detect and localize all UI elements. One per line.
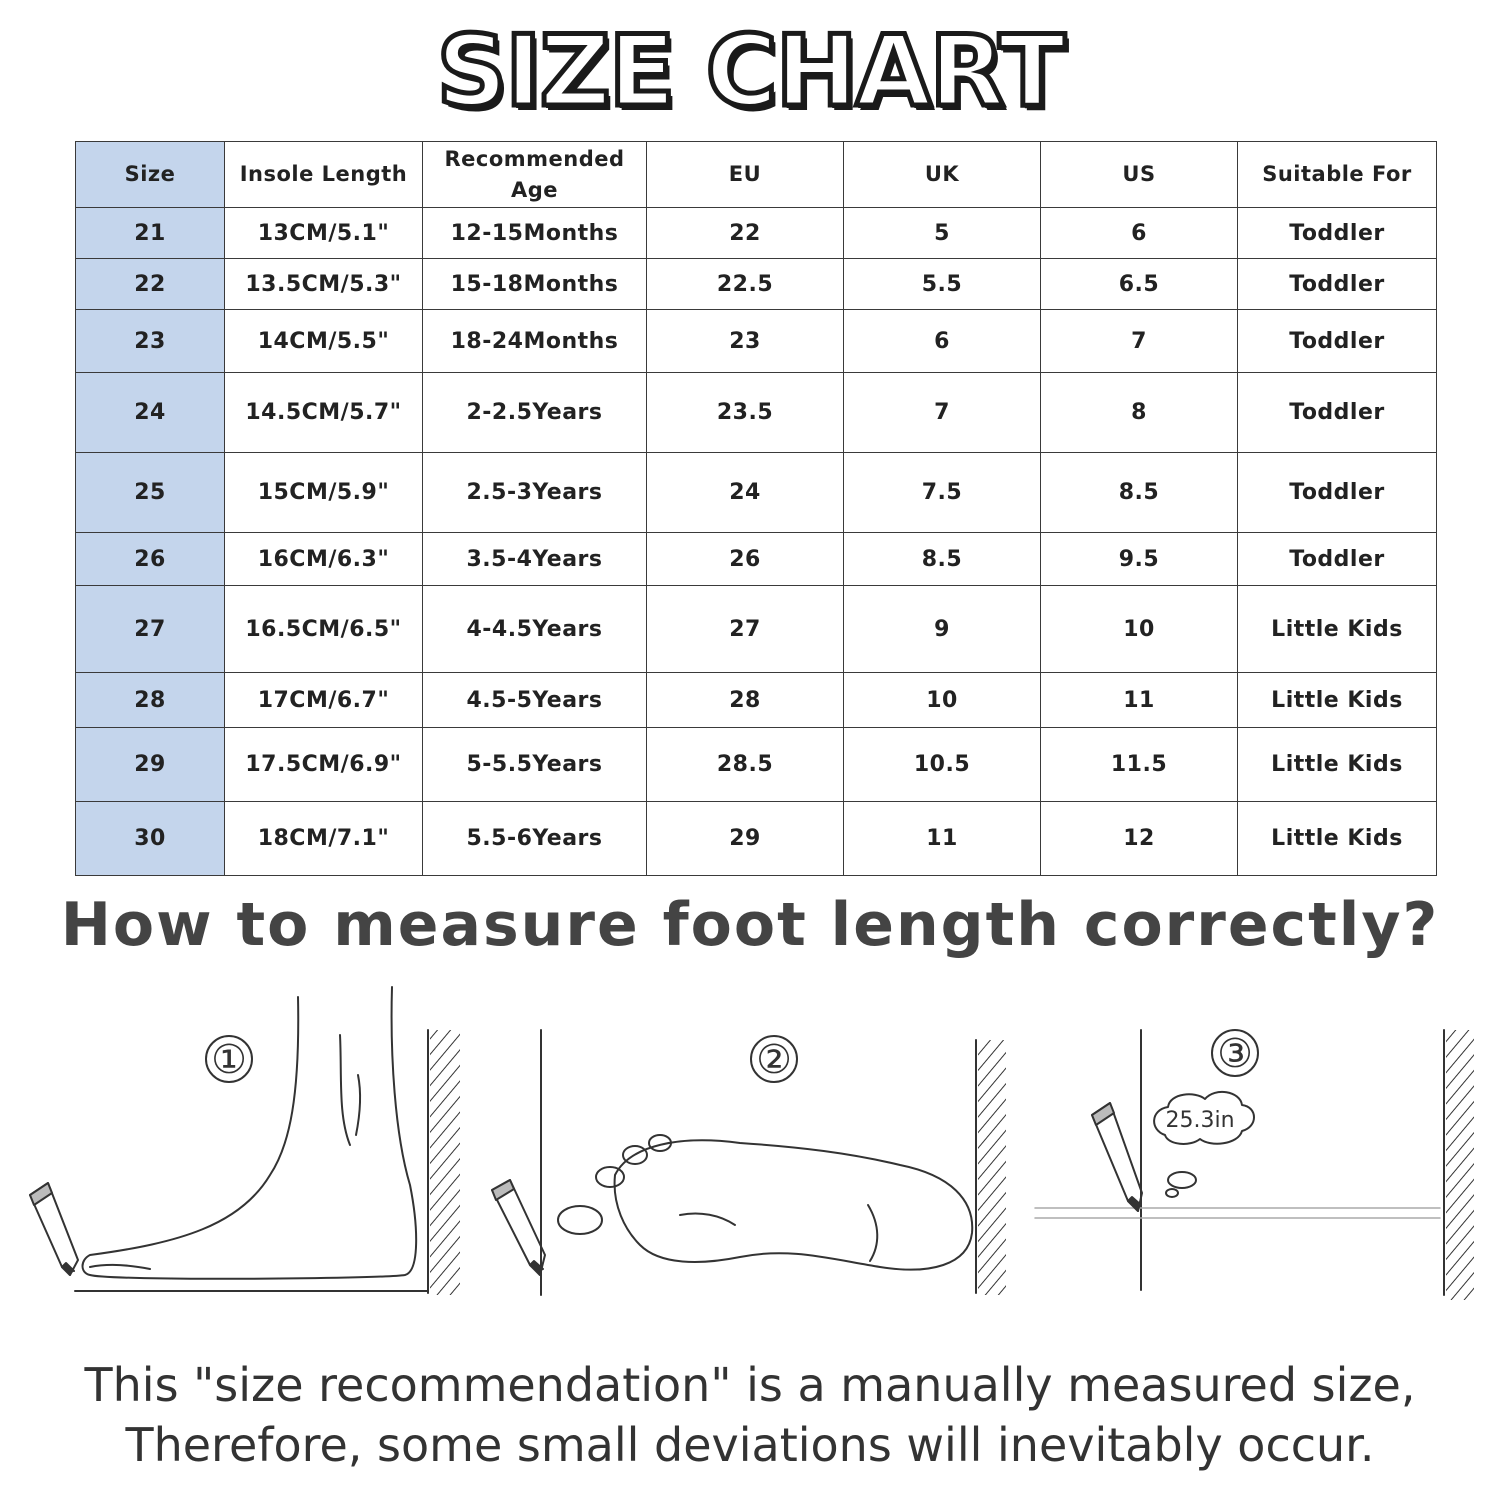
column-header: Suitable For xyxy=(1238,142,1437,208)
table-cell: 11 xyxy=(1041,673,1238,728)
table-row xyxy=(76,310,1437,373)
wall-2 xyxy=(978,1040,1006,1295)
table-cell: 10 xyxy=(1041,586,1238,673)
column-header: US xyxy=(1041,142,1238,208)
table-cell: Toddler xyxy=(1238,259,1437,310)
column-header: EU xyxy=(647,142,844,208)
table-row xyxy=(76,586,1437,673)
table-cell: 11 xyxy=(844,802,1041,876)
table-cell: 24 xyxy=(647,453,844,533)
step-3-number: ③ xyxy=(1217,1031,1253,1077)
step-1-figure xyxy=(30,987,460,1295)
foot-sole-outline xyxy=(615,1140,973,1269)
table-cell: 12-15Months xyxy=(423,208,647,259)
table-cell: 22.5 xyxy=(647,259,844,310)
table-cell: Little Kids xyxy=(1238,673,1437,728)
table-cell: 4.5-5Years xyxy=(423,673,647,728)
table-cell: 17.5CM/6.9" xyxy=(225,728,423,802)
pencil-icon xyxy=(30,1183,78,1275)
note-line-1: This "size recommendation" is a manually measured size, xyxy=(84,1358,1416,1412)
table-row xyxy=(76,373,1437,453)
table-cell: Toddler xyxy=(1238,208,1437,259)
table-row xyxy=(76,259,1437,310)
table-cell: 28 xyxy=(76,673,225,728)
table-cell: Little Kids xyxy=(1238,802,1437,876)
note-line-2: Therefore, some small deviations will inevitably occur. xyxy=(125,1418,1375,1472)
step-2-number: ② xyxy=(756,1037,792,1083)
table-cell: Little Kids xyxy=(1238,586,1437,673)
table-cell: Toddler xyxy=(1238,453,1437,533)
table-cell: 5.5 xyxy=(844,259,1041,310)
table-cell: Little Kids xyxy=(1238,728,1437,802)
table-cell: 29 xyxy=(76,728,225,802)
table-cell: 15-18Months xyxy=(423,259,647,310)
wall-3 xyxy=(1446,1030,1474,1300)
table-row xyxy=(76,802,1437,876)
table-cell: 17CM/6.7" xyxy=(225,673,423,728)
column-header: Insole Length xyxy=(225,142,423,208)
table-cell: 18CM/7.1" xyxy=(225,802,423,876)
table-cell: 15CM/5.9" xyxy=(225,453,423,533)
column-header: Recommended Age xyxy=(423,142,647,208)
column-header: UK xyxy=(844,142,1041,208)
table-cell: 13CM/5.1" xyxy=(225,208,423,259)
table-cell: 30 xyxy=(76,802,225,876)
table-cell: 16.5CM/6.5" xyxy=(225,586,423,673)
size-note xyxy=(0,1355,1500,1475)
table-cell: 7 xyxy=(1041,310,1238,373)
table-cell: 28.5 xyxy=(647,728,844,802)
table-cell: Toddler xyxy=(1238,533,1437,586)
table-cell: 3.5-4Years xyxy=(423,533,647,586)
table-cell: 25 xyxy=(76,453,225,533)
table-cell: 16CM/6.3" xyxy=(225,533,423,586)
table-cell: 11.5 xyxy=(1041,728,1238,802)
table-cell: 8.5 xyxy=(1041,453,1238,533)
pencil-icon xyxy=(1092,1103,1142,1211)
foot-side-outline xyxy=(83,987,417,1279)
table-cell: 22 xyxy=(76,259,225,310)
table-cell: 13.5CM/5.3" xyxy=(225,259,423,310)
table-row xyxy=(76,208,1437,259)
table-cell: 5.5-6Years xyxy=(423,802,647,876)
table-cell: 23 xyxy=(647,310,844,373)
column-header: Size xyxy=(76,142,225,208)
table-cell: 9 xyxy=(844,586,1041,673)
table-cell: 28 xyxy=(647,673,844,728)
table-cell: 29 xyxy=(647,802,844,876)
table-cell: 6.5 xyxy=(1041,259,1238,310)
table-cell: 7 xyxy=(844,373,1041,453)
table-cell: 22 xyxy=(647,208,844,259)
table-cell: 9.5 xyxy=(1041,533,1238,586)
table-cell: 24 xyxy=(76,373,225,453)
step-1-number: ① xyxy=(211,1037,247,1083)
table-cell: 26 xyxy=(647,533,844,586)
table-cell: 2-2.5Years xyxy=(423,373,647,453)
table-cell: 14.5CM/5.7" xyxy=(225,373,423,453)
table-cell: 5 xyxy=(844,208,1041,259)
step-2-figure xyxy=(492,1030,1006,1295)
pencil-icon xyxy=(492,1180,545,1275)
step-3-figure xyxy=(1035,1030,1474,1300)
table-cell: 8.5 xyxy=(844,533,1041,586)
table-cell: 6 xyxy=(844,310,1041,373)
size-table xyxy=(75,141,1437,876)
table-cell: 27 xyxy=(76,586,225,673)
table-cell: 14CM/5.5" xyxy=(225,310,423,373)
measure-title: How to measure foot length correctly? xyxy=(60,890,1440,960)
table-cell: 4-4.5Years xyxy=(423,586,647,673)
table-cell: 8 xyxy=(1041,373,1238,453)
table-row xyxy=(76,533,1437,586)
table-cell: 2.5-3Years xyxy=(423,453,647,533)
table-cell: 27 xyxy=(647,586,844,673)
table-cell: 10 xyxy=(844,673,1041,728)
measure-illustration xyxy=(0,975,1500,1315)
table-cell: 21 xyxy=(76,208,225,259)
table-row xyxy=(76,453,1437,533)
table-cell: 5-5.5Years xyxy=(423,728,647,802)
table-cell: 18-24Months xyxy=(423,310,647,373)
table-header-row xyxy=(76,142,1437,208)
page-title: SIZE CHART xyxy=(436,15,1064,129)
table-cell: 6 xyxy=(1041,208,1238,259)
table-cell: Toddler xyxy=(1238,373,1437,453)
table-cell: 12 xyxy=(1041,802,1238,876)
wall-1 xyxy=(430,1030,460,1295)
ruler xyxy=(1035,1208,1440,1218)
table-cell: 23 xyxy=(76,310,225,373)
table-cell: 26 xyxy=(76,533,225,586)
table-cell: 23.5 xyxy=(647,373,844,453)
table-cell: 10.5 xyxy=(844,728,1041,802)
table-cell: 7.5 xyxy=(844,453,1041,533)
measurement-reading: 25.3in xyxy=(1165,1108,1235,1133)
table-row xyxy=(76,673,1437,728)
table-cell: Toddler xyxy=(1238,310,1437,373)
table-row xyxy=(76,728,1437,802)
